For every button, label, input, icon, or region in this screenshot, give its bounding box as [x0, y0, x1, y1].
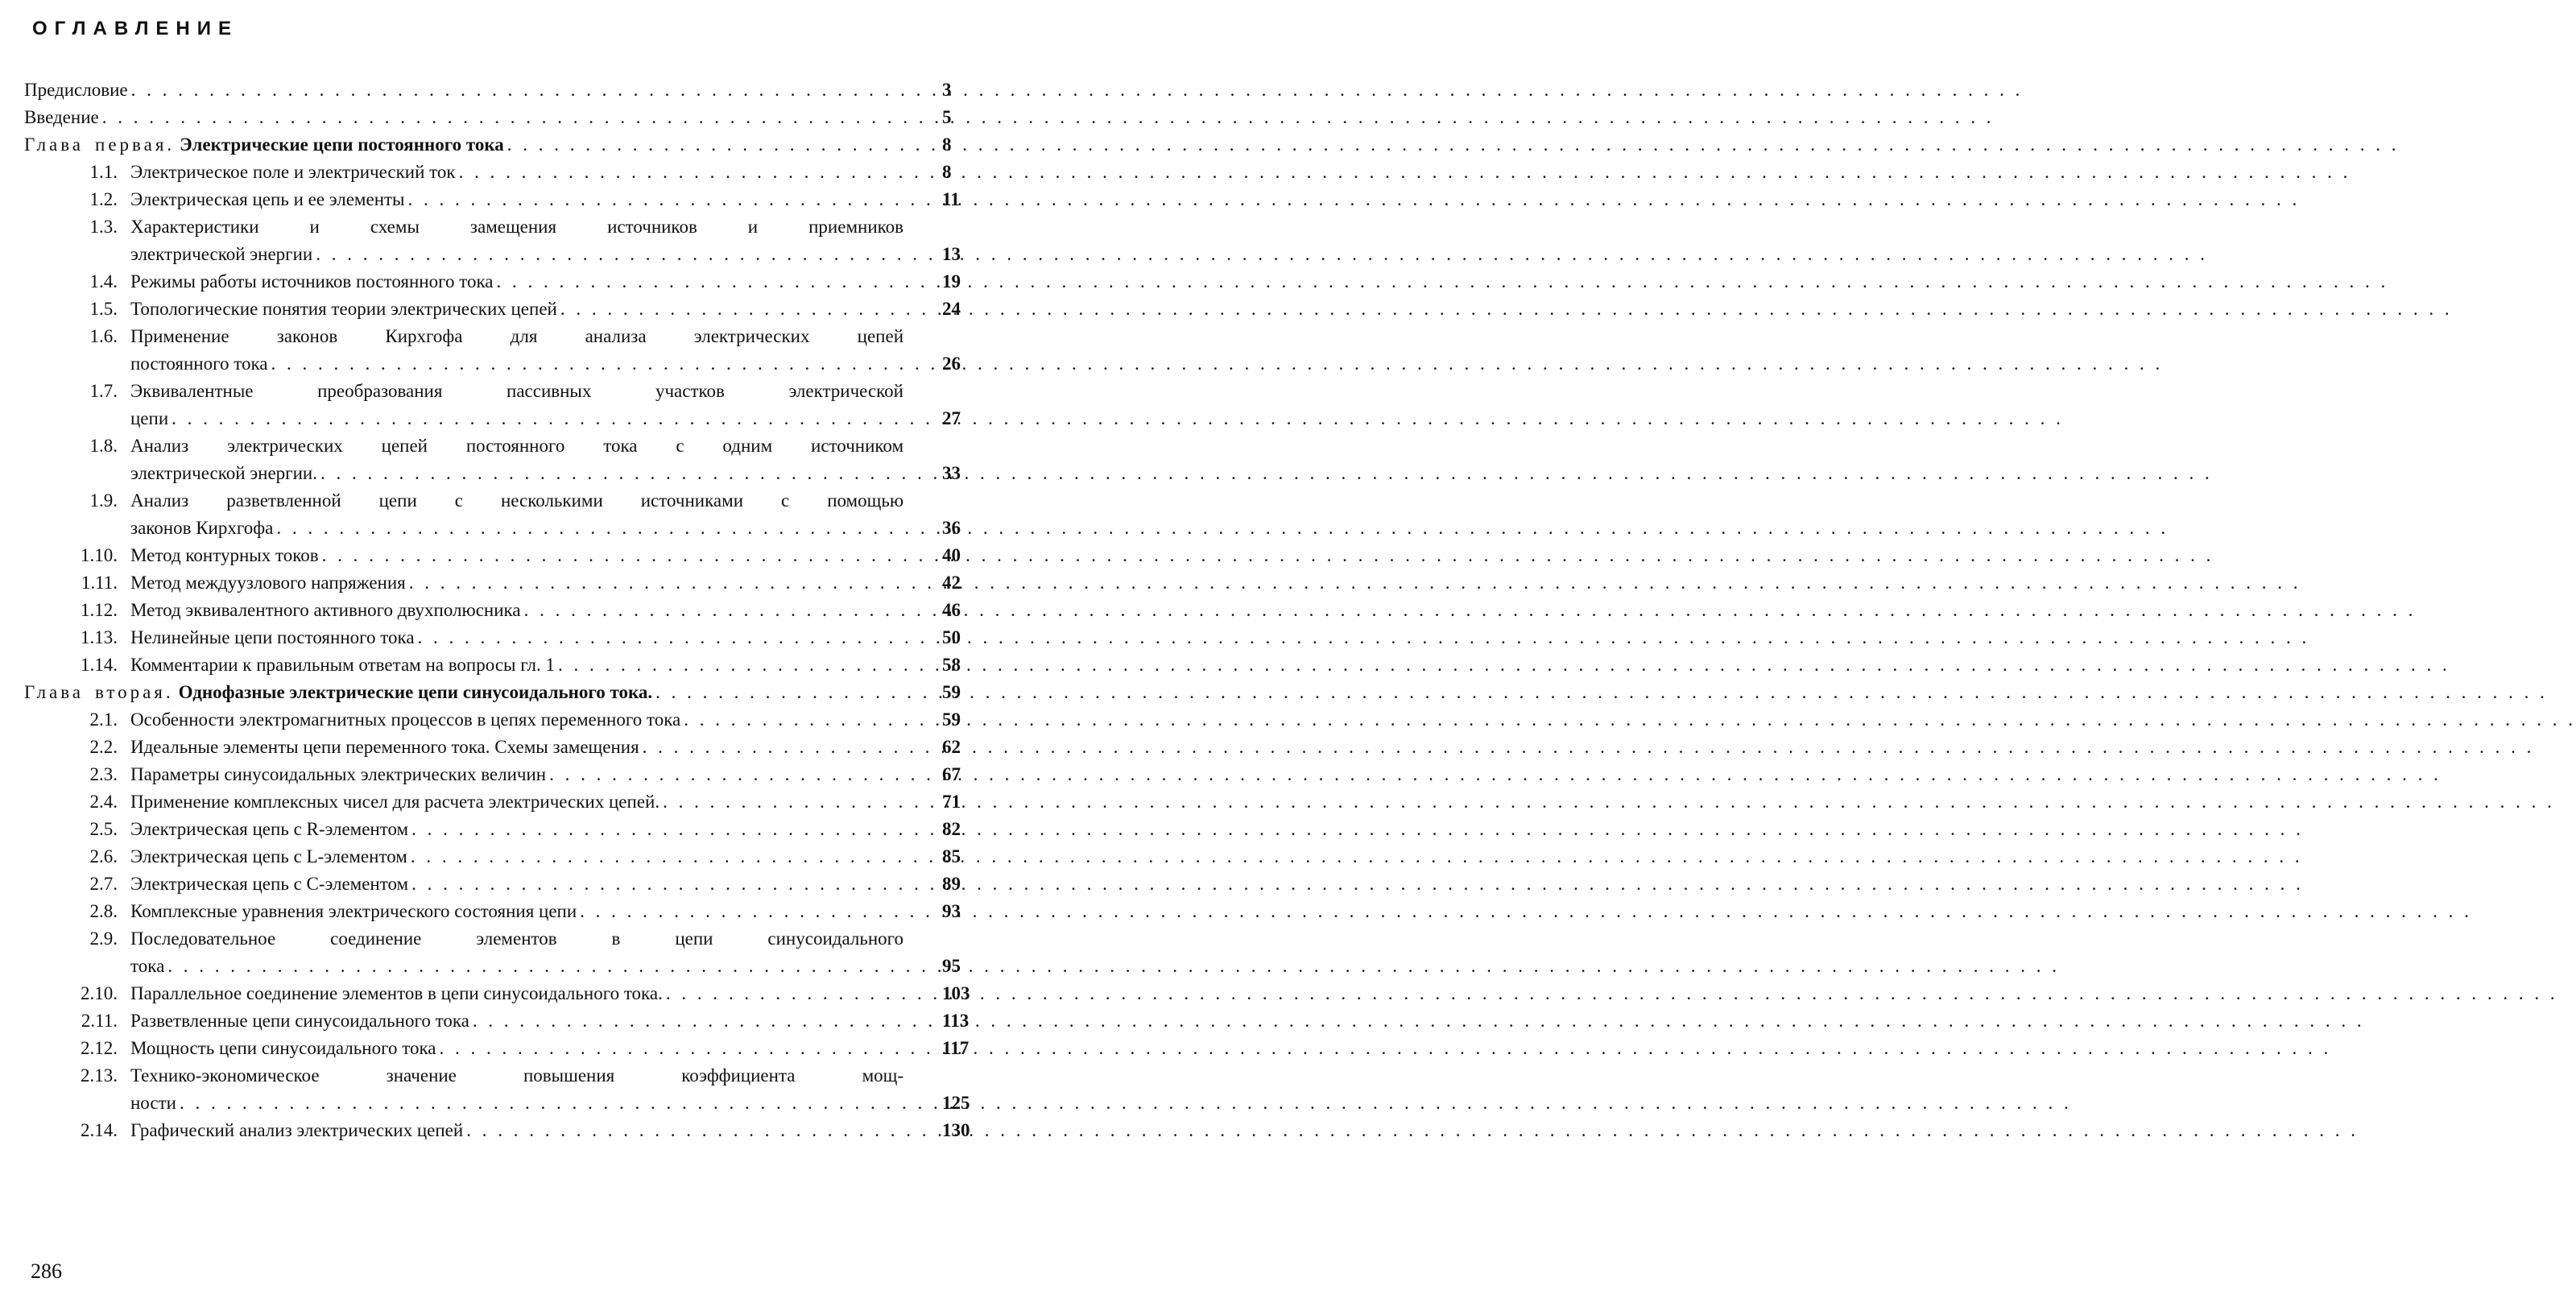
entry-title-line: Технико-экономическое значение повышения коэффициента мощ-	[130, 1065, 903, 1086]
dot-leader	[411, 816, 2304, 843]
page-ref: 89	[942, 874, 961, 894]
section-number: 1.10.	[81, 545, 118, 565]
section-number: 2.9.	[89, 928, 118, 949]
toc-entry	[24, 432, 961, 487]
entry-title: Электрическая цепь с R-элементом	[130, 819, 409, 839]
toc-entry	[24, 980, 970, 1007]
toc-entry	[24, 788, 961, 816]
dot-leader	[276, 515, 2169, 542]
entry-title: Нелинейные цепи постоянного тока	[130, 627, 415, 647]
toc-entry	[24, 843, 961, 871]
entry-title: цепи	[130, 408, 169, 428]
page-ref: 85	[942, 846, 961, 866]
toc-entry	[24, 871, 961, 898]
section-number: 1.12.	[81, 600, 118, 620]
entry-title-line: Эквивалентные преобразования пассивных участков электрической	[130, 381, 903, 401]
dot-leader	[580, 898, 2472, 925]
section-number: 2.1.	[89, 709, 118, 730]
entry-title: законов Кирхгофа	[130, 518, 274, 538]
page-ref: 13	[942, 244, 961, 264]
dot-leader	[271, 350, 2164, 378]
entry-title: Графический анализ электрических цепей	[130, 1120, 464, 1140]
dot-leader	[558, 651, 2450, 679]
toc-chapter-entry	[24, 679, 961, 706]
dot-leader	[409, 569, 2301, 597]
section-number: 2.7.	[89, 874, 118, 894]
dot-leader	[459, 159, 2351, 186]
entry-title: Метод эквивалентного активного двухполюсника	[130, 600, 521, 620]
entry-title: Метод междуузлового напряжения	[130, 573, 406, 593]
toc-entry	[24, 1062, 970, 1117]
dot-leader	[167, 953, 2060, 980]
toc-entry	[24, 761, 961, 788]
page-ref: 67	[942, 764, 961, 784]
page-ref: 11	[942, 189, 960, 209]
page-ref: 50	[942, 627, 961, 647]
toc-entry	[24, 1117, 970, 1144]
section-number: 1.6.	[89, 326, 118, 346]
section-number: 2.2.	[89, 737, 118, 757]
page-ref: 5	[942, 107, 952, 127]
toc-entry	[24, 597, 961, 624]
entry-title: Идеальные элементы цепи переменного тока. Схемы замещения	[130, 737, 639, 757]
section-number: 1.11.	[81, 573, 118, 593]
page-ref: 8	[942, 162, 952, 182]
entry-title-line: Последовательное соединение элементов в цепи синусоидального	[130, 928, 903, 949]
entry-title: электрической энергии.	[130, 463, 317, 483]
entry-title: электрической энергии	[130, 244, 313, 264]
toc-entry	[24, 816, 961, 843]
page-ref: 95	[942, 956, 961, 976]
page-ref: 36	[942, 518, 961, 538]
entry-title: Особенности электромагнитных процессов в цепях переменного тока	[130, 709, 681, 730]
entry-title: Предисловие	[24, 80, 128, 100]
entry-title: Метод контурных токов	[130, 545, 319, 565]
entry-title: тока	[130, 956, 165, 976]
entry-title: Электрическая цепь с C-элементом	[130, 874, 409, 894]
toc-chapter-entry	[24, 131, 952, 159]
entry-title: Введение	[24, 107, 99, 127]
section-number: 1.8.	[89, 436, 118, 456]
page-ref: 82	[942, 819, 961, 839]
entry-title: Параллельное соединение элементов в цепи синусоидального тока.	[130, 983, 663, 1003]
section-number: 1.14.	[81, 655, 118, 675]
entry-title: ности	[130, 1093, 176, 1113]
dot-leader	[643, 734, 2535, 761]
dot-leader	[411, 871, 2304, 898]
toc-entry	[24, 734, 961, 761]
chapter-title: Однофазные электрические цепи синусоидального тока.	[178, 682, 653, 702]
toc-entry	[24, 624, 961, 651]
toc-heading: ОГЛАВЛЕНИЕ	[32, 18, 239, 39]
toc-entry	[24, 77, 952, 104]
section-number: 2.5.	[89, 819, 118, 839]
section-number: 2.8.	[89, 901, 118, 921]
entry-title: Параметры синусоидальных электрических величин	[130, 764, 547, 784]
toc-entry	[24, 296, 961, 323]
dot-leader	[496, 268, 2388, 296]
page-ref: 117	[942, 1038, 970, 1058]
toc-entry	[24, 378, 961, 432]
dot-leader	[131, 77, 2024, 104]
chapter-label: Глава	[24, 682, 85, 702]
toc-entry	[24, 542, 961, 569]
page-ref: 93	[942, 901, 961, 921]
dot-leader	[320, 460, 2213, 487]
entry-title: Топологические понятия теории электрических цепей	[130, 299, 557, 319]
dot-leader	[655, 679, 2548, 706]
page-ref: 113	[942, 1011, 970, 1031]
page-ref: 42	[942, 573, 961, 593]
section-number: 1.4.	[89, 271, 118, 292]
dot-leader	[172, 405, 2064, 432]
dot-leader	[560, 296, 2453, 323]
toc-entry	[24, 268, 961, 296]
page-ref: 8	[942, 134, 952, 155]
page-number: 286	[31, 1259, 62, 1283]
section-number: 2.12.	[81, 1038, 118, 1058]
dot-leader	[180, 1090, 2072, 1117]
entry-title: Комментарии к правильным ответам на вопросы гл. 1	[130, 655, 555, 675]
toc-entry	[24, 925, 961, 980]
entry-title: Электрическая цепь и ее элементы	[130, 189, 405, 209]
entry-title: Электрическая цепь с L-элементом	[130, 846, 407, 866]
dot-leader	[322, 542, 2214, 569]
section-number: 2.3.	[89, 764, 118, 784]
page-ref: 58	[942, 655, 961, 675]
section-number: 1.2.	[89, 189, 118, 209]
toc-entry	[24, 1035, 970, 1062]
page-ref: 27	[942, 408, 961, 428]
chapter-ordinal: первая.	[95, 134, 176, 155]
section-number: 1.3.	[89, 217, 118, 237]
page-ref: 24	[942, 299, 961, 319]
section-number: 2.6.	[89, 846, 118, 866]
entry-title-line: Характеристики и схемы замещения источников и приемников	[130, 217, 903, 237]
toc-entry	[24, 186, 960, 213]
entry-title: Разветвленные цепи синусоидального тока	[130, 1011, 469, 1031]
entry-title: Комплексные уравнения электрического состояния цепи	[130, 901, 577, 921]
entry-title: постоянного тока	[130, 354, 268, 374]
dot-leader	[316, 241, 2208, 268]
toc-entry	[24, 651, 961, 679]
toc-list	[24, 77, 970, 1144]
section-number: 2.13.	[81, 1065, 118, 1086]
dot-leader	[411, 843, 2303, 871]
toc-entry	[24, 487, 961, 542]
dot-leader	[439, 1035, 2331, 1062]
dot-leader	[524, 597, 2417, 624]
section-number: 2.10.	[81, 983, 118, 1003]
page-ref: 59	[942, 709, 961, 730]
page-ref: 40	[942, 545, 961, 565]
toc-entry	[24, 706, 961, 734]
page-ref: 59	[942, 682, 961, 702]
section-number: 2.11.	[81, 1011, 118, 1031]
page-ref: 103	[942, 983, 970, 1003]
toc-entry	[24, 104, 952, 131]
section-number: 1.1.	[89, 162, 118, 182]
dot-leader	[549, 761, 2442, 788]
section-number: 1.7.	[89, 381, 118, 401]
dot-leader	[102, 104, 1995, 131]
page-ref: 46	[942, 600, 961, 620]
entry-title: Мощность цепи синусоидального тока	[130, 1038, 436, 1058]
dot-leader	[408, 186, 2301, 213]
page-ref: 125	[942, 1093, 970, 1113]
chapter-ordinal: вторая.	[95, 682, 174, 702]
page-ref: 33	[942, 463, 961, 483]
section-number: 1.13.	[81, 627, 118, 647]
section-number: 2.4.	[89, 792, 118, 812]
entry-title: Применение комплексных чисел для расчета электрических цепей.	[130, 792, 660, 812]
chapter-label: Глава	[24, 134, 85, 155]
section-number: 1.9.	[89, 490, 118, 511]
dot-leader	[418, 624, 2310, 651]
toc-entry	[24, 569, 961, 597]
dot-leader	[466, 1117, 2359, 1144]
section-number: 1.5.	[89, 299, 118, 319]
toc-entry	[24, 898, 961, 925]
toc-entry	[24, 159, 952, 186]
entry-title-line: Анализ электрических цепей постоянного тока с одним источником	[130, 436, 903, 456]
page-ref: 130	[942, 1120, 970, 1140]
entry-title-line: Применение законов Кирхгофа для анализа электрических цепей	[130, 326, 903, 346]
chapter-title: Электрические цепи постоянного тока	[180, 134, 504, 155]
entry-title-line: Анализ разветвленной цепи с несколькими источниками с помощью	[130, 490, 903, 511]
dot-leader	[507, 131, 2400, 159]
dot-leader	[473, 1007, 2365, 1035]
page-ref: 62	[942, 737, 961, 757]
page-ref: 3	[942, 80, 952, 100]
page-ref: 26	[942, 354, 961, 374]
toc-entry	[24, 323, 961, 378]
entry-title: Электрическое поле и электрический ток	[130, 162, 456, 182]
page-ref: 71	[942, 792, 961, 812]
toc-entry	[24, 213, 961, 268]
section-number: 2.14.	[81, 1120, 118, 1140]
page-ref: 19	[942, 271, 961, 292]
entry-title: Режимы работы источников постоянного тока	[130, 271, 494, 292]
toc-entry	[24, 1007, 970, 1035]
